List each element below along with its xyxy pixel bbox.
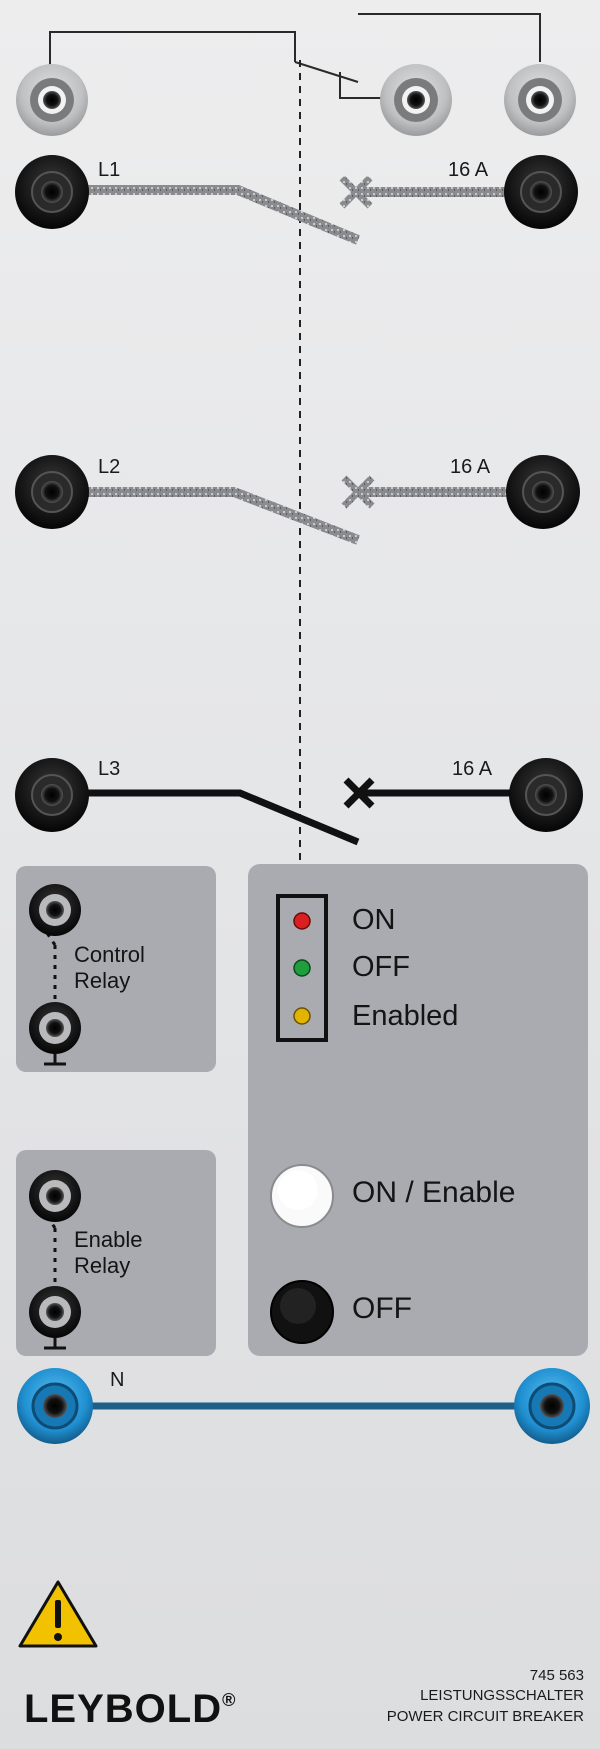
l2-input-label: L2	[98, 456, 121, 478]
on-indicator-label: ON	[352, 904, 396, 936]
on-indicator-led	[294, 913, 310, 929]
neutral-output-socket[interactable]	[514, 1368, 590, 1444]
catalog-number: 745 563	[529, 1667, 584, 1684]
off-button[interactable]	[271, 1281, 333, 1343]
enable-relay-socket-top[interactable]	[29, 1170, 81, 1222]
l3-input-label: L3	[98, 758, 121, 780]
aux-socket-right[interactable]	[504, 64, 576, 136]
l1-rating-label: 16 A	[448, 159, 489, 181]
on-enable-button[interactable]	[271, 1165, 333, 1227]
off-button-label: OFF	[352, 1292, 412, 1325]
l2-output-socket[interactable]	[506, 455, 580, 529]
l3-input-socket[interactable]	[15, 758, 89, 832]
l3-output-socket[interactable]	[509, 758, 583, 832]
enable-relay-socket-bottom[interactable]	[29, 1286, 81, 1338]
neutral-label: N	[110, 1369, 125, 1391]
enable-relay-label	[74, 1227, 143, 1280]
control-relay-label-line1: Control	[74, 942, 145, 967]
on-enable-button-label: ON / Enable	[352, 1176, 516, 1209]
l1-output-socket[interactable]	[504, 155, 578, 229]
enable-relay-label-line1: Enable	[74, 1227, 143, 1252]
brand-logo	[24, 1689, 236, 1729]
module-title-de: LEISTUNGSSCHALTER	[420, 1687, 584, 1705]
module-title-en: POWER CIRCUIT BREAKER	[386, 1707, 584, 1725]
brand-name: LEYBOLD	[24, 1687, 223, 1731]
control-relay-socket-top[interactable]	[29, 884, 81, 936]
l3-rating-label: 16 A	[452, 758, 493, 780]
enable-relay-label-line2: Relay	[74, 1253, 131, 1279]
enabled-indicator-label: Enabled	[352, 1000, 459, 1032]
control-relay-label	[74, 942, 145, 995]
l1-input-socket[interactable]	[15, 155, 89, 229]
trademark-symbol: ®	[222, 1690, 237, 1710]
enabled-indicator-led	[294, 1008, 310, 1024]
l1-input-label: L1	[98, 159, 121, 181]
aux-contact-wiring	[50, 14, 540, 98]
l2-rating-label: 16 A	[450, 456, 491, 478]
control-relay-label-line2: Relay	[74, 968, 131, 994]
neutral-input-socket[interactable]	[17, 1368, 93, 1444]
l2-input-socket[interactable]	[15, 455, 89, 529]
off-indicator-led	[294, 960, 310, 976]
off-indicator-label: OFF	[352, 951, 410, 983]
warning-icon	[20, 1582, 96, 1646]
aux-socket-left[interactable]	[16, 64, 88, 136]
control-relay-socket-bottom[interactable]	[29, 1002, 81, 1054]
aux-socket-middle[interactable]	[380, 64, 452, 136]
catalog-info	[387, 1666, 584, 1727]
